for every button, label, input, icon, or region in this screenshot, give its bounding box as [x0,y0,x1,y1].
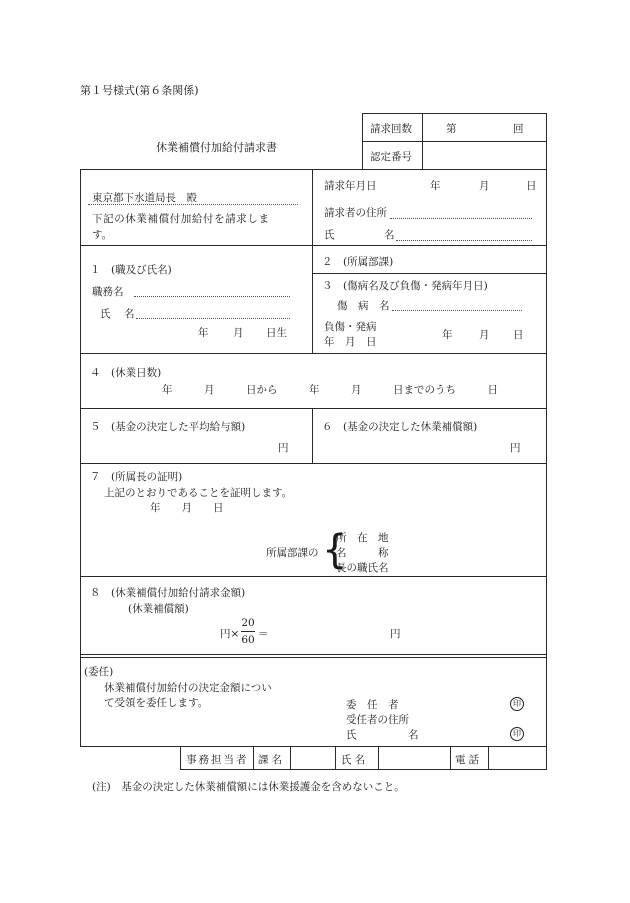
dept-label: 所属部課の [266,547,319,559]
injury-month: 月 [479,329,490,341]
dept-location: 所 在 地 [336,532,389,544]
injury-label-1: 負傷・発病 [324,321,377,333]
footer-col-5 [378,746,379,770]
dept-head-name: 長の職氏名 [336,562,389,574]
section5-heading: ５ (基金の決定した平均給与額) [90,421,246,433]
col-sep-upper [312,169,313,353]
footer-col-6 [450,746,451,770]
claim-count-label: 請求回数 [370,123,412,135]
footer-col-1 [180,746,181,770]
header-box-mid [362,141,546,142]
header-box-left [362,113,363,169]
table-right [546,169,547,747]
certify-statement: 上記のとおりであることを証明します。 [104,487,293,499]
section4-heading: ４ (休業日数) [90,367,162,379]
fraction-bar [241,631,255,632]
fraction-denominator: 60 [241,634,255,646]
footer-bottom [180,769,546,770]
disease-label: 傷 病 名 [337,300,390,312]
claim-date-month: 月 [479,180,490,192]
person-name-line [136,318,290,319]
delegation-heading: (委任) [84,666,114,678]
fraction-numerator: 20 [241,617,255,629]
claim-count-prefix: 第 [446,123,457,135]
row-sep-5 [80,576,546,577]
addressee: 東京都下水道局長 殿 [92,192,197,204]
section5-unit: 円 [278,442,289,454]
table-bottom [80,746,546,747]
footer-col-8 [546,746,547,770]
delegation-text-2: て受領を委任します。 [104,697,209,709]
claimant-name-b: 名 [384,229,395,241]
yen-times: 円× [220,628,240,640]
claim-date-label: 請求年月日 [324,180,377,192]
job-label: 職務名 [92,286,124,298]
delegate-name-b: 名 [408,729,419,741]
footer-col-4 [335,746,336,770]
birth-day: 日生 [266,327,287,339]
section3-heading: ３ (傷病名及び負傷・発病年月日) [322,280,488,292]
header-box-divider [422,113,423,169]
injury-day: 日 [513,329,524,341]
section1-heading: １ (職及び氏名) [90,264,172,276]
row-sep-6b [80,657,546,658]
header-box-right [546,113,547,169]
delegator-label: 委 任 者 [346,699,399,711]
header-box-top [362,113,546,114]
cert-no-label: 認定番号 [370,151,412,163]
delegation-text-1: 休業補償付加給付の決定金額につい [104,682,272,694]
claimant-address-label: 請求者の住所 [324,207,387,219]
person-name-a: 氏 [100,308,111,320]
claim-date-year: 年 [430,180,441,192]
footer-name: 氏名 [341,754,368,766]
form-title: 休業補償付加給付請求書 [156,141,277,154]
dept-name: 名 称 [336,547,389,559]
row-sep-3 [80,408,546,409]
claim-date-day: 日 [526,180,537,192]
birth-month: 月 [233,327,244,339]
section2-heading: ２ (所属部課) [322,256,394,268]
footer-staff: 事務担当者 [186,754,249,766]
col-sep-5-6 [312,408,313,463]
seal-icon-2: 印 [510,727,524,741]
footer-col-2 [253,746,254,770]
delegate-name-a: 氏 [346,729,357,741]
claimant-address-line [390,218,532,219]
footer-col-7 [488,746,489,770]
seal-icon-1: 印 [510,697,524,711]
injury-label-2: 年 月 日 [324,336,377,348]
job-line [134,296,290,297]
section7-heading: ７ (所属長の証明) [90,471,183,483]
section6-heading: ６ (基金の決定した休業補償額) [322,421,478,433]
delegate-address-label: 受任者の住所 [346,714,409,726]
note: (注) 基金の決定した休業補償額には休業援護金を含めないこと。 [92,781,405,793]
row-sep-2 [80,353,546,354]
table-top [80,169,546,170]
birth-year: 年 [198,327,209,339]
row-sep-6a [80,654,546,655]
leave-period: 年 月 日から 年 月 日までのうち 日 [162,384,498,396]
request-line-2: す。 [92,229,113,241]
footer-section: 課名 [258,754,285,766]
addressee-underline [88,204,298,205]
yen-result: 円 [390,628,401,640]
claim-count-suffix: 回 [513,123,524,135]
row-sep-1 [80,245,546,246]
section6-unit: 円 [510,442,521,454]
section8-subheading: (休業補償額) [128,603,189,615]
injury-year: 年 [442,329,453,341]
row-sep-2-3 [312,273,546,274]
person-name-b: 名 [124,308,135,320]
request-line-1: 下記の休業補償付加給付を請求しま [92,213,270,225]
claimant-name-line [396,240,532,241]
brace: { [322,527,348,573]
claimant-name-a: 氏 [324,229,335,241]
equals-sign: ＝ [258,628,269,640]
disease-line [392,310,522,311]
form-id: 第１号様式(第６条関係) [80,84,199,97]
table-left [80,169,81,747]
certify-date: 年 月 日 [150,502,224,514]
footer-col-3 [290,746,291,770]
footer-phone: 電話 [455,754,482,766]
row-sep-4 [80,463,546,464]
section8-heading: ８ (休業補償付加給付請求金額) [90,587,246,599]
